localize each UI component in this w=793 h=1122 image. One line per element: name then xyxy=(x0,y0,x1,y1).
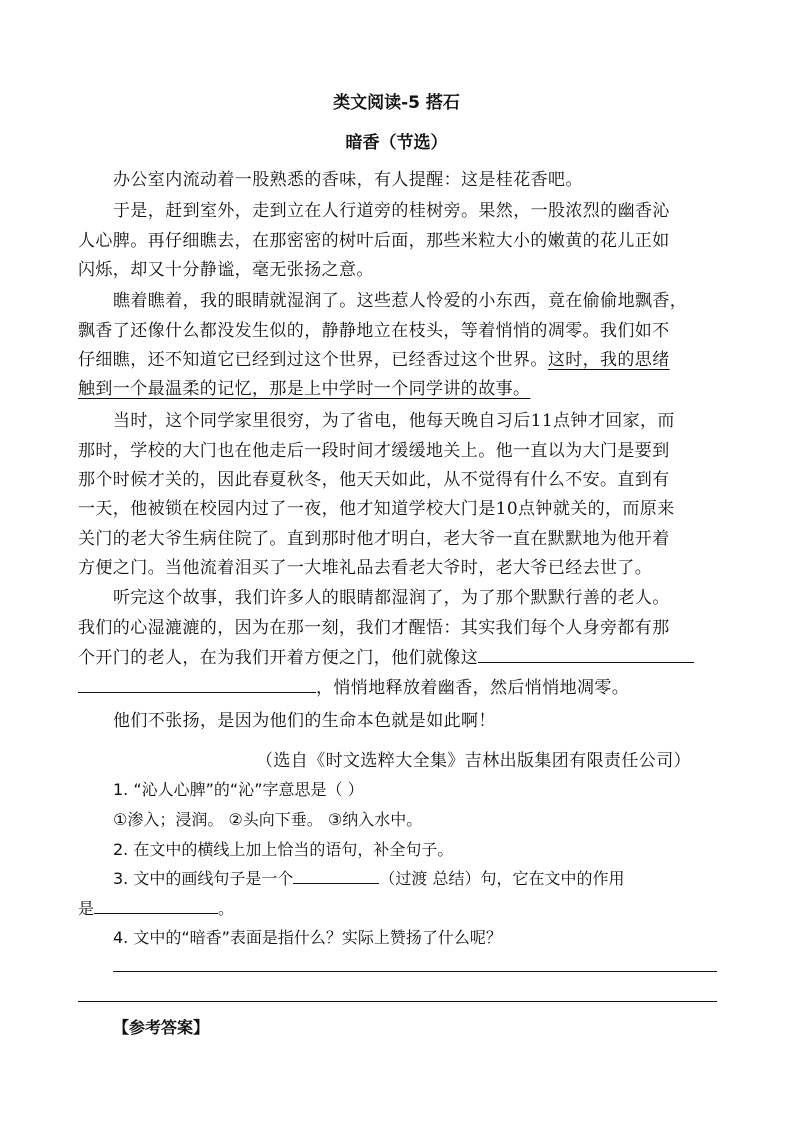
answer-blank xyxy=(94,899,218,914)
source-citation: （选自《时文选粹大全集》吉林出版集团有限责任公司） xyxy=(256,751,691,771)
fill-in-blank xyxy=(478,648,694,663)
paragraph-line xyxy=(78,673,629,698)
question-2: 2. 在文中的横线上加上恰当的语句，补全句子。 xyxy=(113,840,454,859)
question-1-options: ①渗入；浸润。 ②头向下垂。 ③纳入水中。 xyxy=(113,810,423,829)
question-4: 4. 文中的“暗香”表面是指什么？实际上赞扬了什么呢？ xyxy=(113,928,502,947)
paragraph-line: 听完这个故事，我们许多人的眼睛都湿润了，为了那个默默行善的老人。 xyxy=(113,588,670,608)
paragraph-line: 人心脾。再仔细瞧去，在那密密的树叶后面，那些米粒大小的嫩黄的花儿正如 xyxy=(78,231,670,251)
plain-text: 个开门的老人，在为我们开着方便之门，他们就像这 xyxy=(78,648,479,668)
question-text: 是 xyxy=(78,899,95,918)
paragraph-line xyxy=(78,643,694,668)
paragraph-line: 于是，赶到室外，走到立在人行道旁的桂树旁。果然，一股浓烈的幽香沁 xyxy=(113,201,670,221)
question-text: 。 xyxy=(218,899,235,918)
underlined-sentence: 这时，我的思绪 xyxy=(547,350,670,370)
paragraph-line: 他们不张扬，是因为他们的生命本色就是如此啊！ xyxy=(113,711,496,731)
paragraph-line: 方便之门。当他流着泪买了一大堆礼品去看老大爷时，老大爷已经去世了。 xyxy=(78,558,653,578)
paragraph-line: 飘香了还像什么都没发生似的，静静地立在枝头，等着悄悄的凋零。我们如不 xyxy=(78,321,670,341)
paragraph-line: 我们的心湿漉漉的，因为在那一刻，我们才醒悟：其实我们每个人身旁都有那 xyxy=(78,618,670,638)
answer-heading: 【参考答案】 xyxy=(113,1018,210,1037)
plain-text: ，悄悄地释放着幽香，然后悄悄地凋零。 xyxy=(316,678,630,698)
document-title: 类文阅读-5 搭石 xyxy=(333,93,460,113)
answer-blank xyxy=(293,869,379,884)
underlined-sentence: 触到一个最温柔的记忆，那是上中学时一个同学讲的故事。 xyxy=(78,379,531,399)
paragraph-line xyxy=(78,345,670,370)
paragraph-line: 一天，他被锁在校园内过了一夜，他才知道学校大门是10点钟就关的，而原来 xyxy=(78,499,675,519)
document-subtitle: 暗香（节选） xyxy=(345,133,448,153)
question-3-continued xyxy=(78,896,234,919)
paragraph-line: 办公室内流动着一股熟悉的香味，有人提醒：这是桂花香吧。 xyxy=(113,170,583,190)
paragraph-line: 关门的老大爷生病住院了。直到那时他才明白，老大爷一直在默默地为他开着 xyxy=(78,529,670,549)
answer-line xyxy=(113,971,717,972)
paragraph-line: 当时，这个同学家里很穷，为了省电，他每天晚自习后11点钟才回家，而 xyxy=(113,411,675,431)
fill-in-blank xyxy=(78,678,316,693)
paragraph-line: 那时，学校的大门也在他走后一段时间才缓缓地关上。他一直以为大门是要到 xyxy=(78,441,670,461)
paragraph-line: 那个时候才关的，因此春夏秋冬，他天天如此，从不觉得有什么不安。直到有 xyxy=(78,470,670,490)
plain-text: 仔细瞧，还不知道它已经到过这个世界，已经香过这个世界。 xyxy=(78,350,548,370)
question-3 xyxy=(113,866,624,889)
paragraph-line: 瞧着瞧着，我的眼睛就湿润了。这些惹人怜爱的小东西，竟在偷偷地飘香， xyxy=(113,291,688,311)
question-text: 3. 文中的画线句子是一个 xyxy=(113,869,294,888)
paragraph-line: 闪烁，却又十分静谧，毫无张扬之意。 xyxy=(78,260,374,280)
question-text: （过渡 总结）句，它在文中的作用 xyxy=(379,869,625,888)
section-divider xyxy=(78,1001,717,1002)
question-1: 1. “沁人心脾”的“沁”字意思是（ ） xyxy=(113,780,364,799)
